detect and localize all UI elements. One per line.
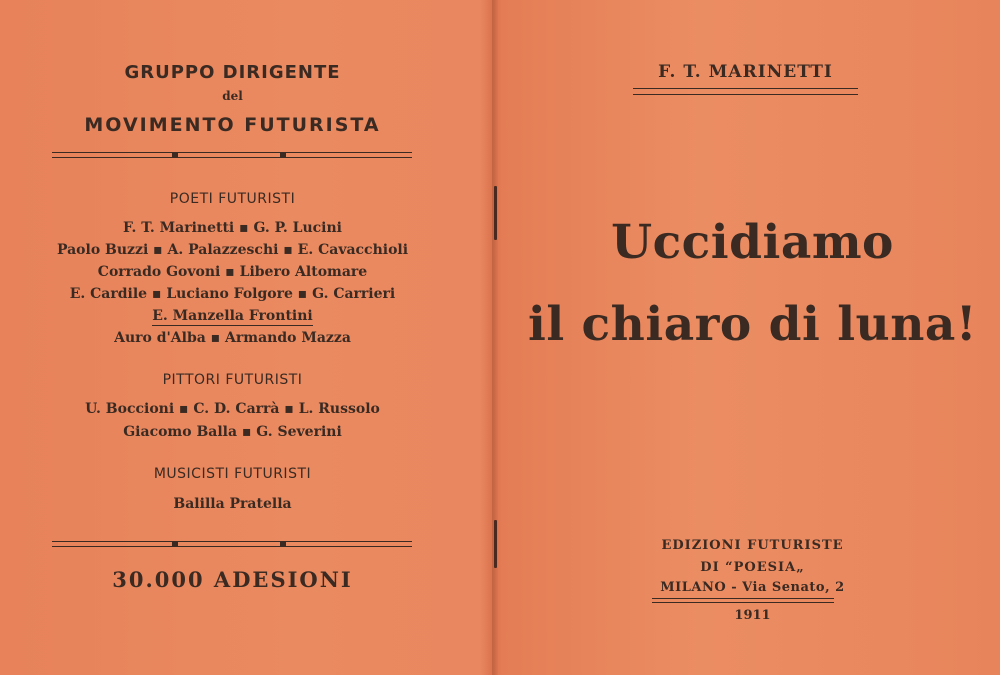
book-title-line-2: il chiaro di luna! — [527, 297, 977, 352]
poets-line: Paolo Buzzi ▪ A. Palazzeschi ▪ E. Cavacchioli — [56, 242, 409, 258]
ornamental-rule-top — [52, 152, 412, 160]
poets-line: F. T. Marinetti ▪ G. P. Lucini — [122, 220, 342, 236]
poets-line — [40, 308, 425, 324]
poets-line: Corrado Govoni ▪ Libero Altomare — [97, 264, 368, 280]
author-rule — [633, 88, 858, 95]
publisher-rule — [652, 598, 834, 603]
painters-line: U. Boccioni ▪ C. D. Carrà ▪ L. Russolo — [85, 401, 380, 417]
publisher-name: EDIZIONI FUTURISTE — [661, 538, 844, 553]
membership-count: 30.000 ADESIONI — [112, 567, 353, 592]
staple-bottom — [494, 520, 497, 568]
painters-line: Giacomo Balla ▪ G. Severini — [123, 424, 342, 440]
musicians-line: Balilla Pratella — [173, 496, 292, 512]
staple-top — [494, 186, 497, 240]
group-heading: GRUPPO DIRIGENTE — [124, 62, 341, 83]
musicians-section-title: MUSICISTI FUTURISTI — [153, 466, 312, 482]
publication-year: 1911 — [734, 608, 771, 623]
painters-section-title: PITTORI FUTURISTI — [162, 372, 303, 388]
poets-line-text: E. Manzella Frontini — [152, 308, 313, 324]
poets-line: E. Cardile ▪ Luciano Folgore ▪ G. Carrieri — [69, 286, 396, 302]
poets-line: Auro d'Alba ▪ Armando Mazza — [114, 330, 351, 346]
author-name: F. T. MARINETTI — [658, 62, 833, 82]
book-title-line-1: Uccidiamo — [611, 215, 894, 270]
back-cover-page — [40, 0, 425, 675]
poets-section-title: POETI FUTURISTI — [169, 191, 296, 207]
ornamental-rule-bottom — [52, 541, 412, 549]
publisher-address: MILANO - Via Senato, 2 — [660, 580, 845, 595]
publisher-imprint: DI “POESIA„ — [700, 560, 805, 575]
front-cover-page — [505, 0, 1000, 675]
heading-connector: del — [222, 89, 243, 103]
center-fold — [492, 0, 498, 675]
movement-heading: MOVIMENTO FUTURISTA — [84, 114, 381, 136]
